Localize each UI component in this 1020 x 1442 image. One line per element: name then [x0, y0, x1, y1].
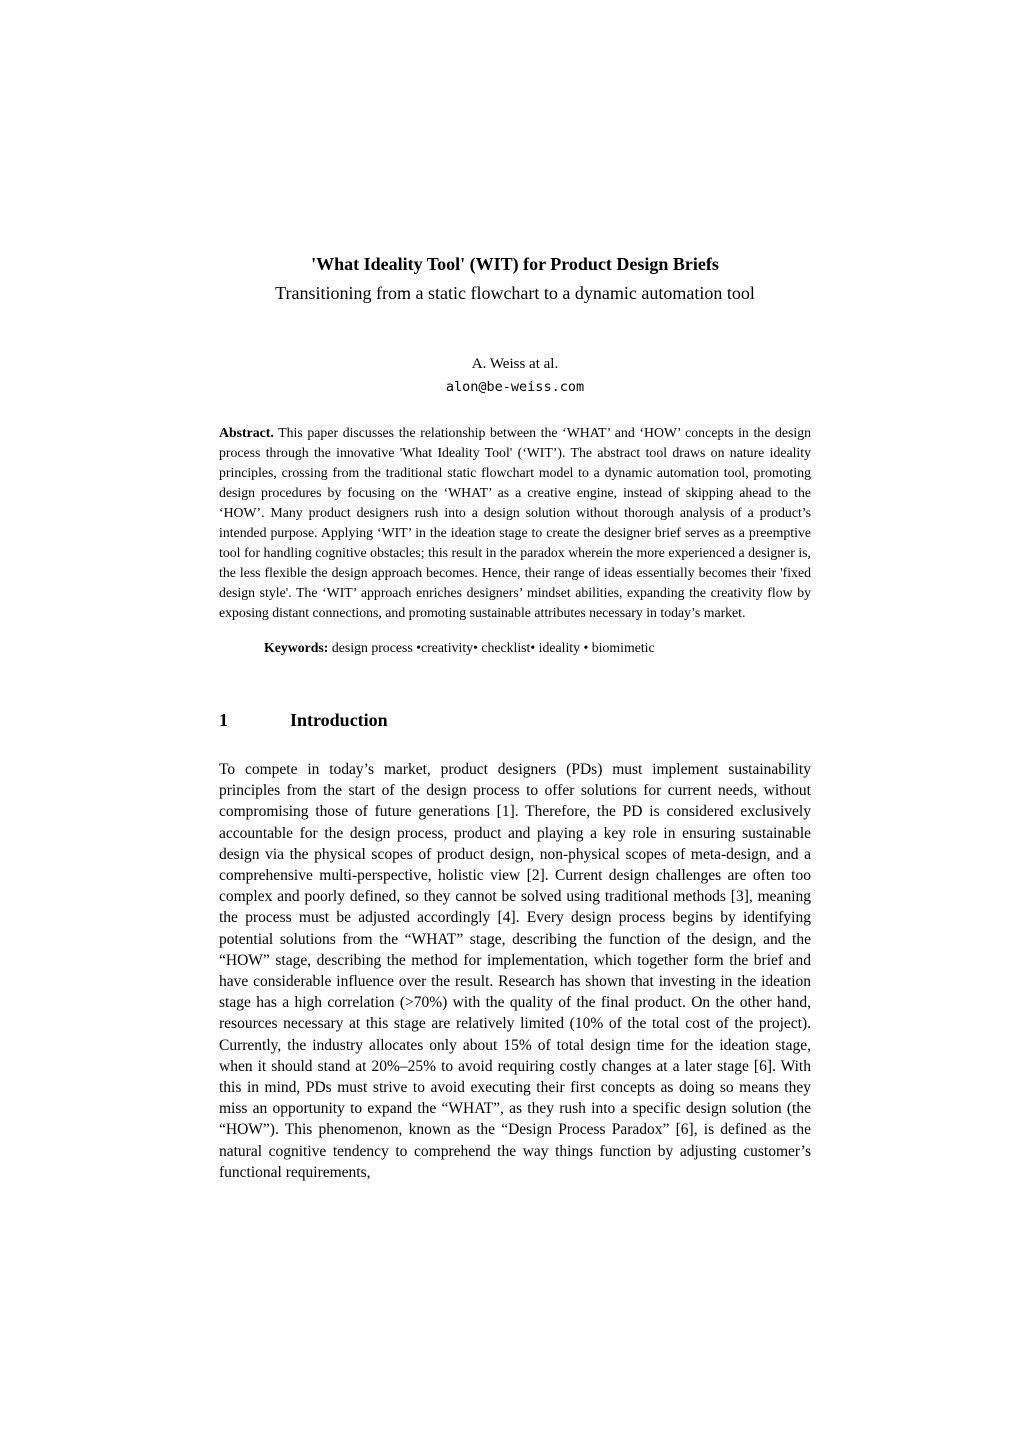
intro-paragraph: To compete in today’s market, product designers (PDs) must implement sustainability principles from the start of the design process to offer solutions for current needs, without compromising those of future generations [1]. Therefore, the PD is considered exclusively accountable for the design process, product and playing a key role in ensuring sustainable design via the physical scopes of product design, non-physical scopes of meta-design, and a comprehensive multi-perspective, holistic view [2]. Current design challenges are often too complex and poorly defined, so they cannot be solved using traditional methods [3], meaning the process must be adjusted accordingly [4]. Every design process begins by identifying potential solutions from the “WHAT” stage, describing the function of the design, and the “HOW” stage, describing the method for implementation, which together form the brief and have considerable influence over the result. Research has shown that investing in the ideation stage has a high correlation (>70%) with the quality of the final product. On the other hand, resources necessary at this stage are relatively limited (10% of the total cost of the project). Currently, the industry allocates only about 15% of total design time for the ideation stage, when it should stand at 20%–25% to avoid requiring costly changes at a later stage [6]. With this in mind, PDs must strive to avoid executing their first concepts as doing so means they miss an opportunity to expand the “WHAT”, as they rush into a specific design solution (the “HOW”). This phenomenon, known as the “Design Process Paradox” [6], is defined as the natural cognitive tendency to comprehend the way things function by adjusting customer’s functional requirements,	[219, 761, 811, 1181]
abstract-text: This paper discusses the relationship between the ‘WHAT’ and ‘HOW’ concepts in the design process through the innovative 'What Ideality Tool' (‘WIT’). The abstract tool draws on nature ideality principles, crossing from the traditional static flowchart model to a dynamic automation tool, promoting design procedures by focusing on the ‘WHAT’ as a creative engine, instead of skipping ahead to the ‘HOW’. Many product designers rush into a design solution without thorough analysis of a product’s intended purpose. Applying ‘WIT’ in the ideation stage to create the designer brief serves as a preemptive tool for handling cognitive obstacles; this result in the paradox wherein the more experienced a designer is, the less flexible the design approach becomes. Hence, their range of ideas essentially becomes their 'fixed design style'. The ‘WIT’ approach enriches designers’ mindset abilities, expanding the creativity flow by exposing distant connections, and promoting sustainable attributes necessary in today’s market.	[219, 425, 812, 620]
section-title: Introduction	[290, 710, 388, 730]
author-email: alon@be-weiss.com	[445, 379, 585, 395]
keywords	[264, 638, 811, 658]
abstract	[219, 423, 811, 623]
keywords-text: design process •creativity• checklist• ideality • biomimetic	[331, 640, 655, 655]
paper-subtitle: Transitioning from a static flowchart to a dynamic automation tool	[275, 283, 755, 303]
paper-title: 'What Ideality Tool' (WIT) for Product Design Briefs	[311, 254, 719, 274]
section-number: 1	[219, 710, 228, 730]
section-heading	[219, 710, 811, 731]
author-name: A. Weiss at al.	[471, 356, 559, 372]
paper-content	[219, 0, 811, 1183]
keywords-label: Keywords:	[264, 640, 329, 655]
abstract-label: Abstract.	[219, 425, 274, 440]
